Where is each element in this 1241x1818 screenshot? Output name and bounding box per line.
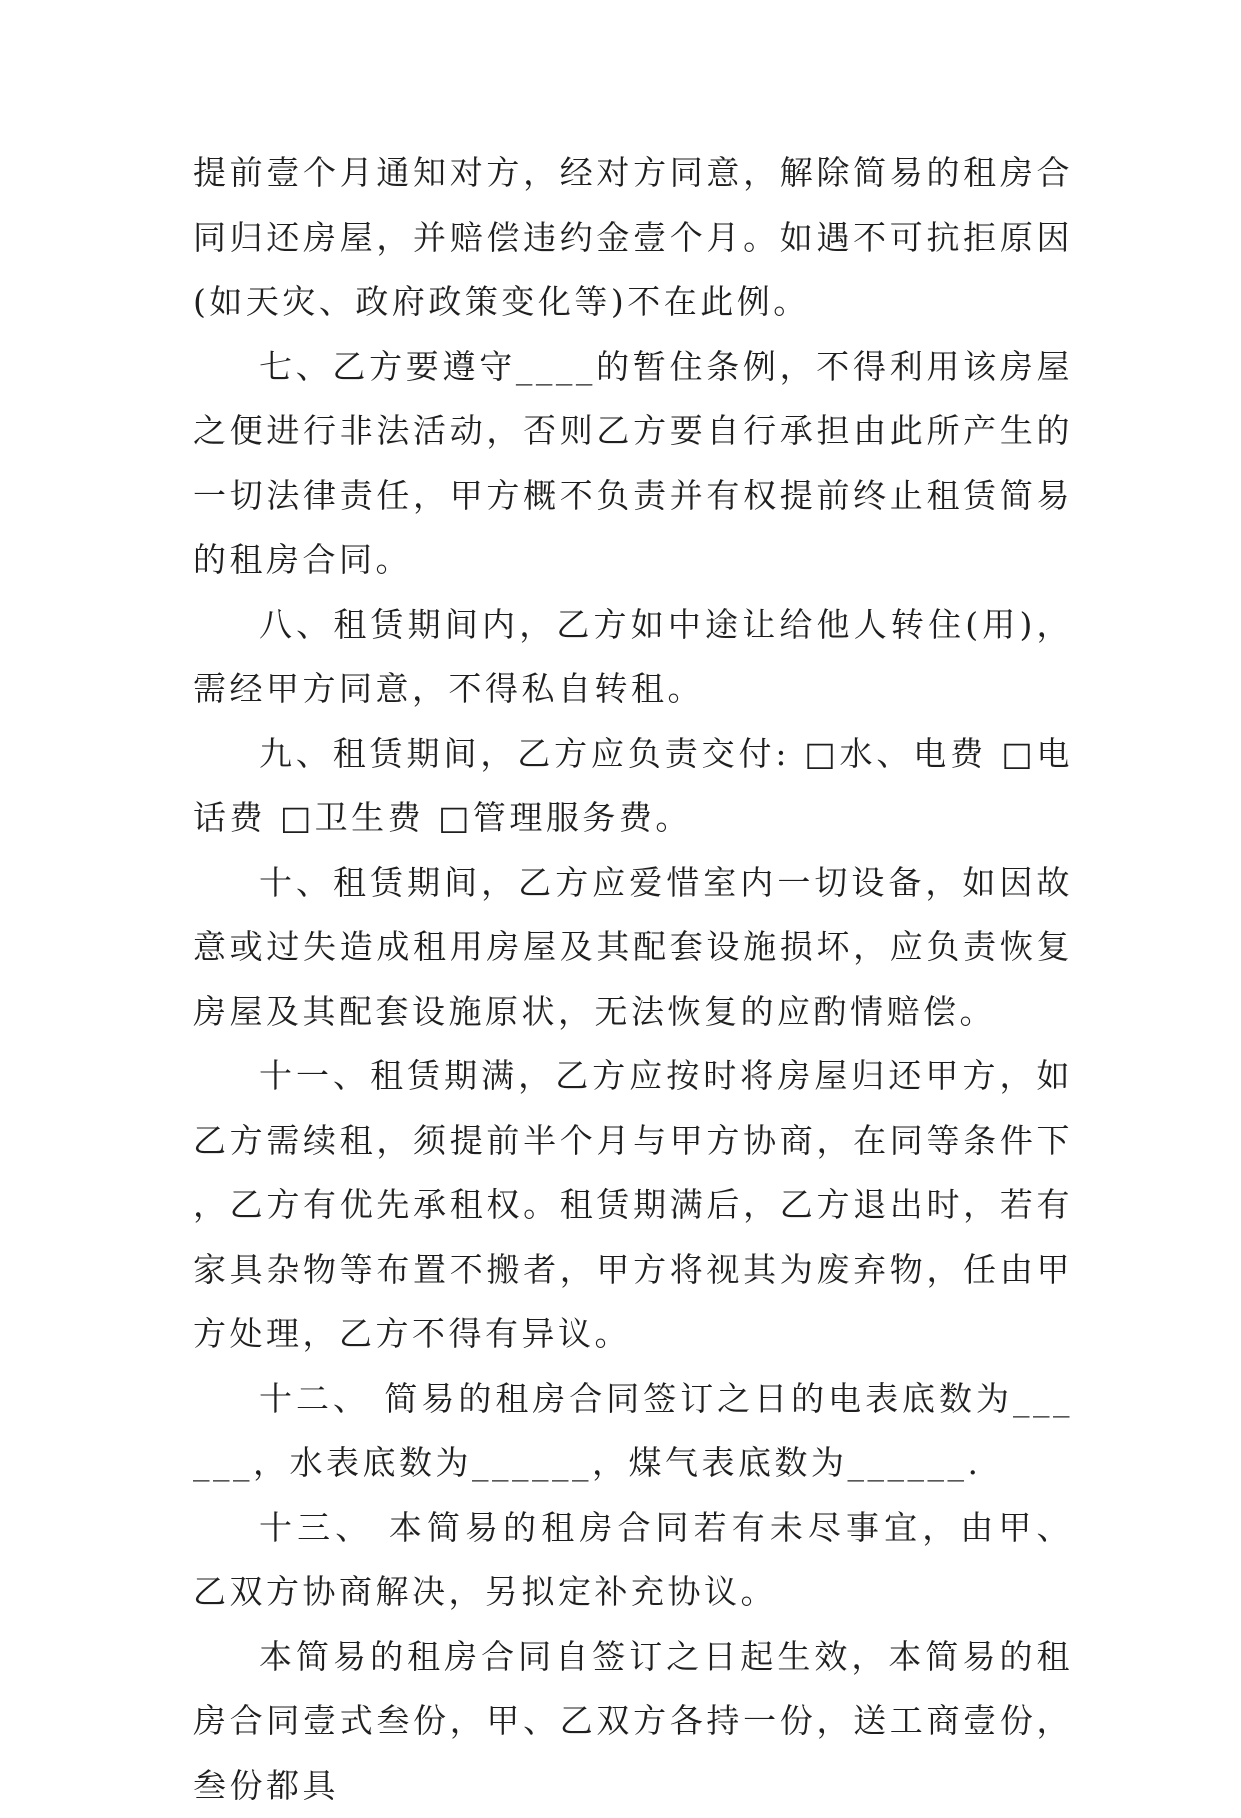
paragraph-clause-12: 十二、 简易的租房合同签订之日的电表底数为______，水表底数为______，煤气表底数为______.	[193, 1367, 1073, 1496]
paragraph-clause-11: 十一、租赁期满，乙方应按时将房屋归还甲方，如乙方需续租，须提前半个月与甲方协商，在同等条件下，乙方有优先承租权。租赁期满后，乙方退出时，若有家具杂物等布置不搬者，甲方将视其为废弃物，任由甲方处理，乙方不得有异议。	[193, 1044, 1073, 1367]
paragraph-continuation: 提前壹个月通知对方，经对方同意，解除简易的租房合同归还房屋，并赔偿违约金壹个月。如遇不可抗拒原因(如天灾、政府政策变化等)不在此例。	[193, 141, 1073, 335]
paragraph-clause-13: 十三、 本简易的租房合同若有未尽事宜，由甲、乙双方协商解决，另拟定补充协议。	[193, 1496, 1073, 1625]
paragraph-clause-7: 七、乙方要遵守____的暂住条例，不得利用该房屋之便进行非法活动，否则乙方要自行承担由此所产生的一切法律责任，甲方概不负责并有权提前终止租赁简易的租房合同。	[193, 335, 1073, 593]
paragraph-clause-10: 十、租赁期间，乙方应爱惜室内一切设备，如因故意或过失造成租用房屋及其配套设施损坏，应负责恢复房屋及其配套设施原状，无法恢复的应酌情赔偿。	[193, 851, 1073, 1045]
paragraph-clause-9: 九、租赁期间，乙方应负责交付: □水、电费 □电话费 □卫生费 □管理服务费。	[193, 722, 1073, 851]
paragraph-clause-8: 八、租赁期间内，乙方如中途让给他人转住(用)，需经甲方同意，不得私自转租。	[193, 593, 1073, 722]
paragraph-effective-clause: 本简易的租房合同自签订之日起生效，本简易的租房合同壹式叁份，甲、乙双方各持一份，送工商壹份，叁份都具	[193, 1625, 1073, 1818]
document-body	[193, 141, 1073, 1818]
